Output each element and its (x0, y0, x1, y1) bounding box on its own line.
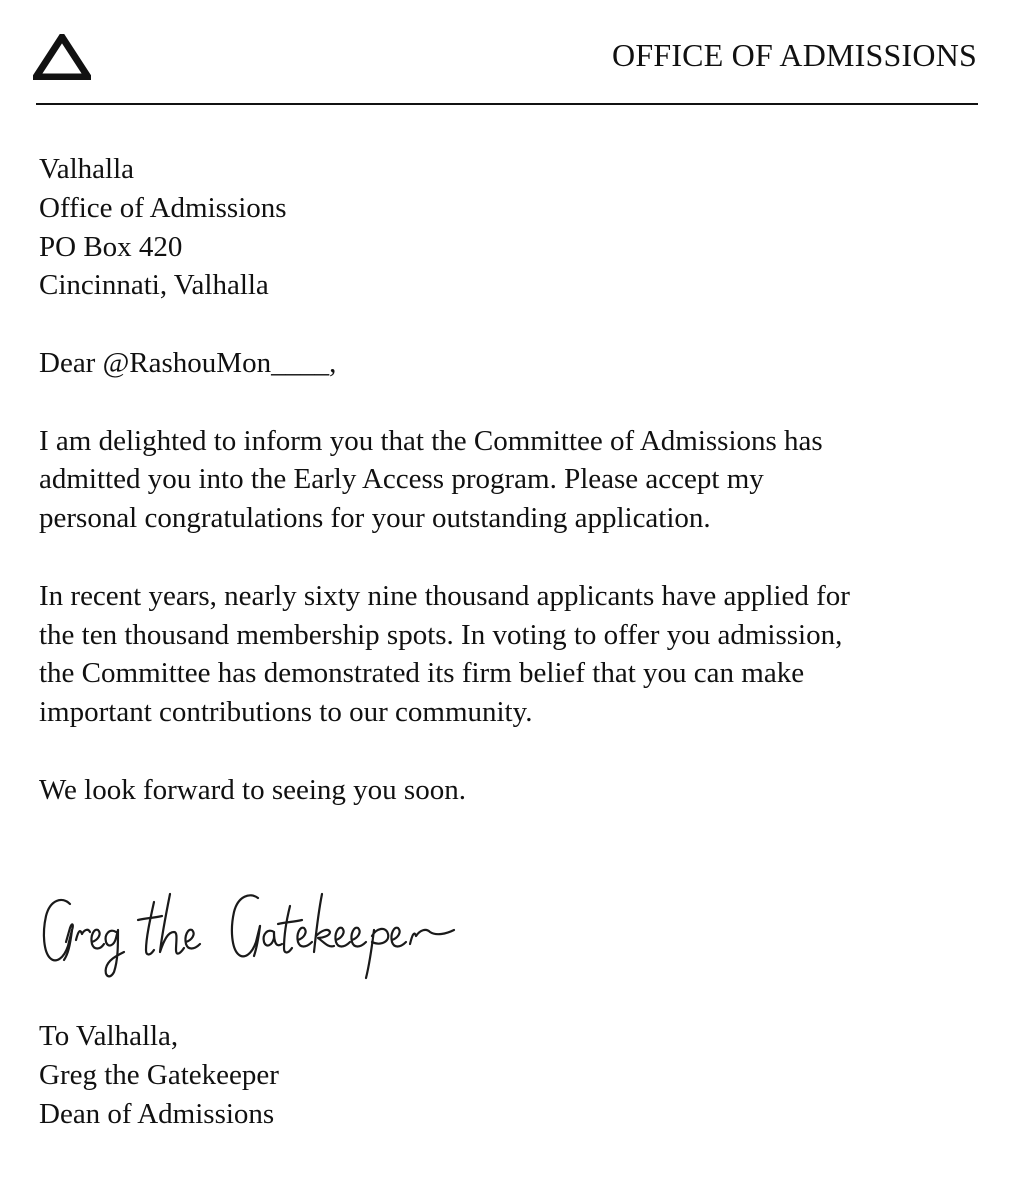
triangle-logo-icon (33, 34, 91, 80)
paragraph-admission (39, 422, 989, 538)
paragraph-line: admitted you into the Early Access program. Please accept my (39, 463, 764, 496)
paragraph-line: personal congratulations for your outstanding application. (39, 502, 711, 535)
spacer (39, 538, 989, 577)
recipient-address (39, 150, 989, 305)
closing-line: To Valhalla, (39, 1020, 179, 1052)
paragraph-line: the Committee has demonstrated its firm belief that you can make (39, 657, 805, 690)
paragraph-closing (39, 771, 989, 810)
closing-block (39, 1017, 279, 1133)
letter-body (39, 150, 989, 810)
salutation-text: Dear @RashouMon____, (39, 346, 337, 379)
address-line: Valhalla (39, 153, 135, 185)
paragraph-line: I am delighted to inform you that the Committee of Admissions has (39, 424, 823, 457)
paragraph-line: important contributions to our community. (39, 696, 533, 729)
signer-name: Greg the Gatekeeper (39, 1058, 279, 1091)
spacer (39, 305, 989, 344)
address-line: PO Box 420 (39, 230, 183, 263)
spacer (39, 732, 989, 771)
paragraph-applicants (39, 577, 989, 732)
handwritten-signature (36, 880, 466, 990)
spacer (39, 383, 989, 422)
paragraph-line: In recent years, nearly sixty nine thousand applicants have applied for (39, 579, 850, 612)
salutation (39, 344, 989, 383)
office-title: OFFICE OF ADMISSIONS (612, 37, 977, 73)
paragraph-line: We look forward to seeing you soon. (39, 773, 466, 806)
address-line: Cincinnati, Valhalla (39, 269, 269, 302)
signer-title: Dean of Admissions (39, 1097, 275, 1130)
header-divider (36, 103, 978, 105)
paragraph-line: the ten thousand membership spots. In voting to offer you admission, (39, 618, 843, 651)
address-line: Office of Admissions (39, 191, 287, 224)
